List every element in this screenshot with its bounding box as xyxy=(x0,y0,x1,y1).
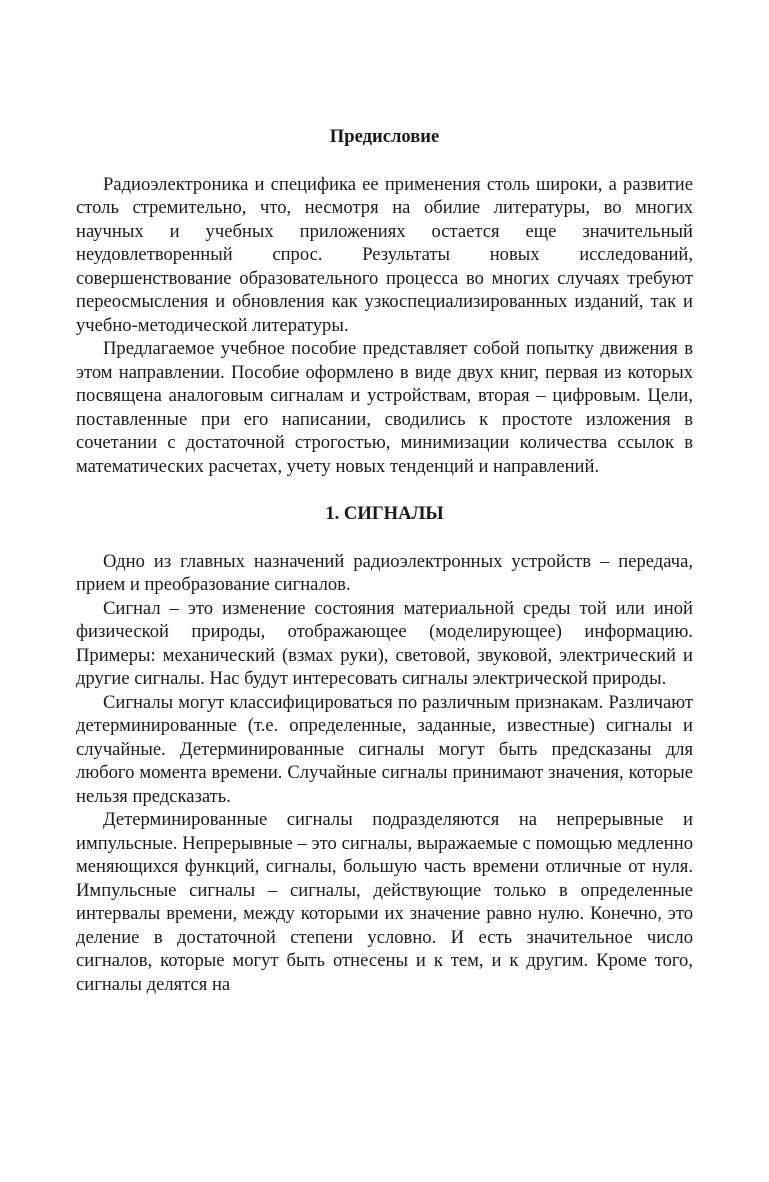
chapter-paragraph: Детерминированные сигналы подразделяются на непрерывные и импульсные. Непрерывные – это сигналы, выражаемые с помощью медленно меняющихся функций, сигналы, большую часть времени отличные от нуля. Импульсные сигналы – сигналы, действующие только в определенные интервалы времени, между которыми их значение равно нулю. Конечно, это деление в достаточной степени условно. И есть значительное число сигналов, которые могут быть отнесены и к тем, и к другим. Кроме того, сигналы делятся на xyxy=(76,809,693,995)
book-page xyxy=(76,118,693,996)
chapter-paragraph: Одно из главных назначений радиоэлектронных устройств – передача, прием и преобразование сигналов. xyxy=(76,550,693,595)
preface-paragraph: Предлагаемое учебное пособие представляет собой попытку движения в этом направлении. Пособие оформлено в виде двух книг, первая из которых посвящена аналоговым сигналам и устройствам, вторая – цифровым. Цели, поставленные при его написании, сводились к простоте изложения в сочетании с достаточной строгостью, минимизации количества ссылок в математических расчетах, учету новых тенденций и направлений. xyxy=(76,338,693,477)
preface-paragraph: Радиоэлектроника и специфика ее применения столь широки, а развитие столь стремительно, что, несмотря на обилие литературы, во многих научных и учебных приложениях остается еще значительный неудовлетворенный спрос. Результаты новых исследований, совершенствование образовательного процесса во многих случаях требуют переосмысления и обновления как узкоспециализированных изданий, так и учебно-методической литературы. xyxy=(76,173,693,336)
preface-heading: Предисловие xyxy=(329,126,440,147)
chapter-heading: 1. СИГНАЛЫ xyxy=(325,503,444,524)
chapter-paragraph: Сигнал – это изменение состояния материальной среды той или иной физической природы, отображающее (моделирующее) информацию. Примеры: механический (взмах руки), световой, звуковой, электрический и другие сигналы. Нас будут интересовать сигналы электрической природы. xyxy=(76,597,693,689)
chapter-paragraph: Сигналы могут классифицироваться по различным признакам. Различают детерминированные (т.е. определенные, заданные, известные) сигналы и случайные. Детерминированные сигналы могут быть предсказаны для любого момента времени. Случайные сигналы принимают значения, которые нельзя предсказать. xyxy=(76,691,693,807)
